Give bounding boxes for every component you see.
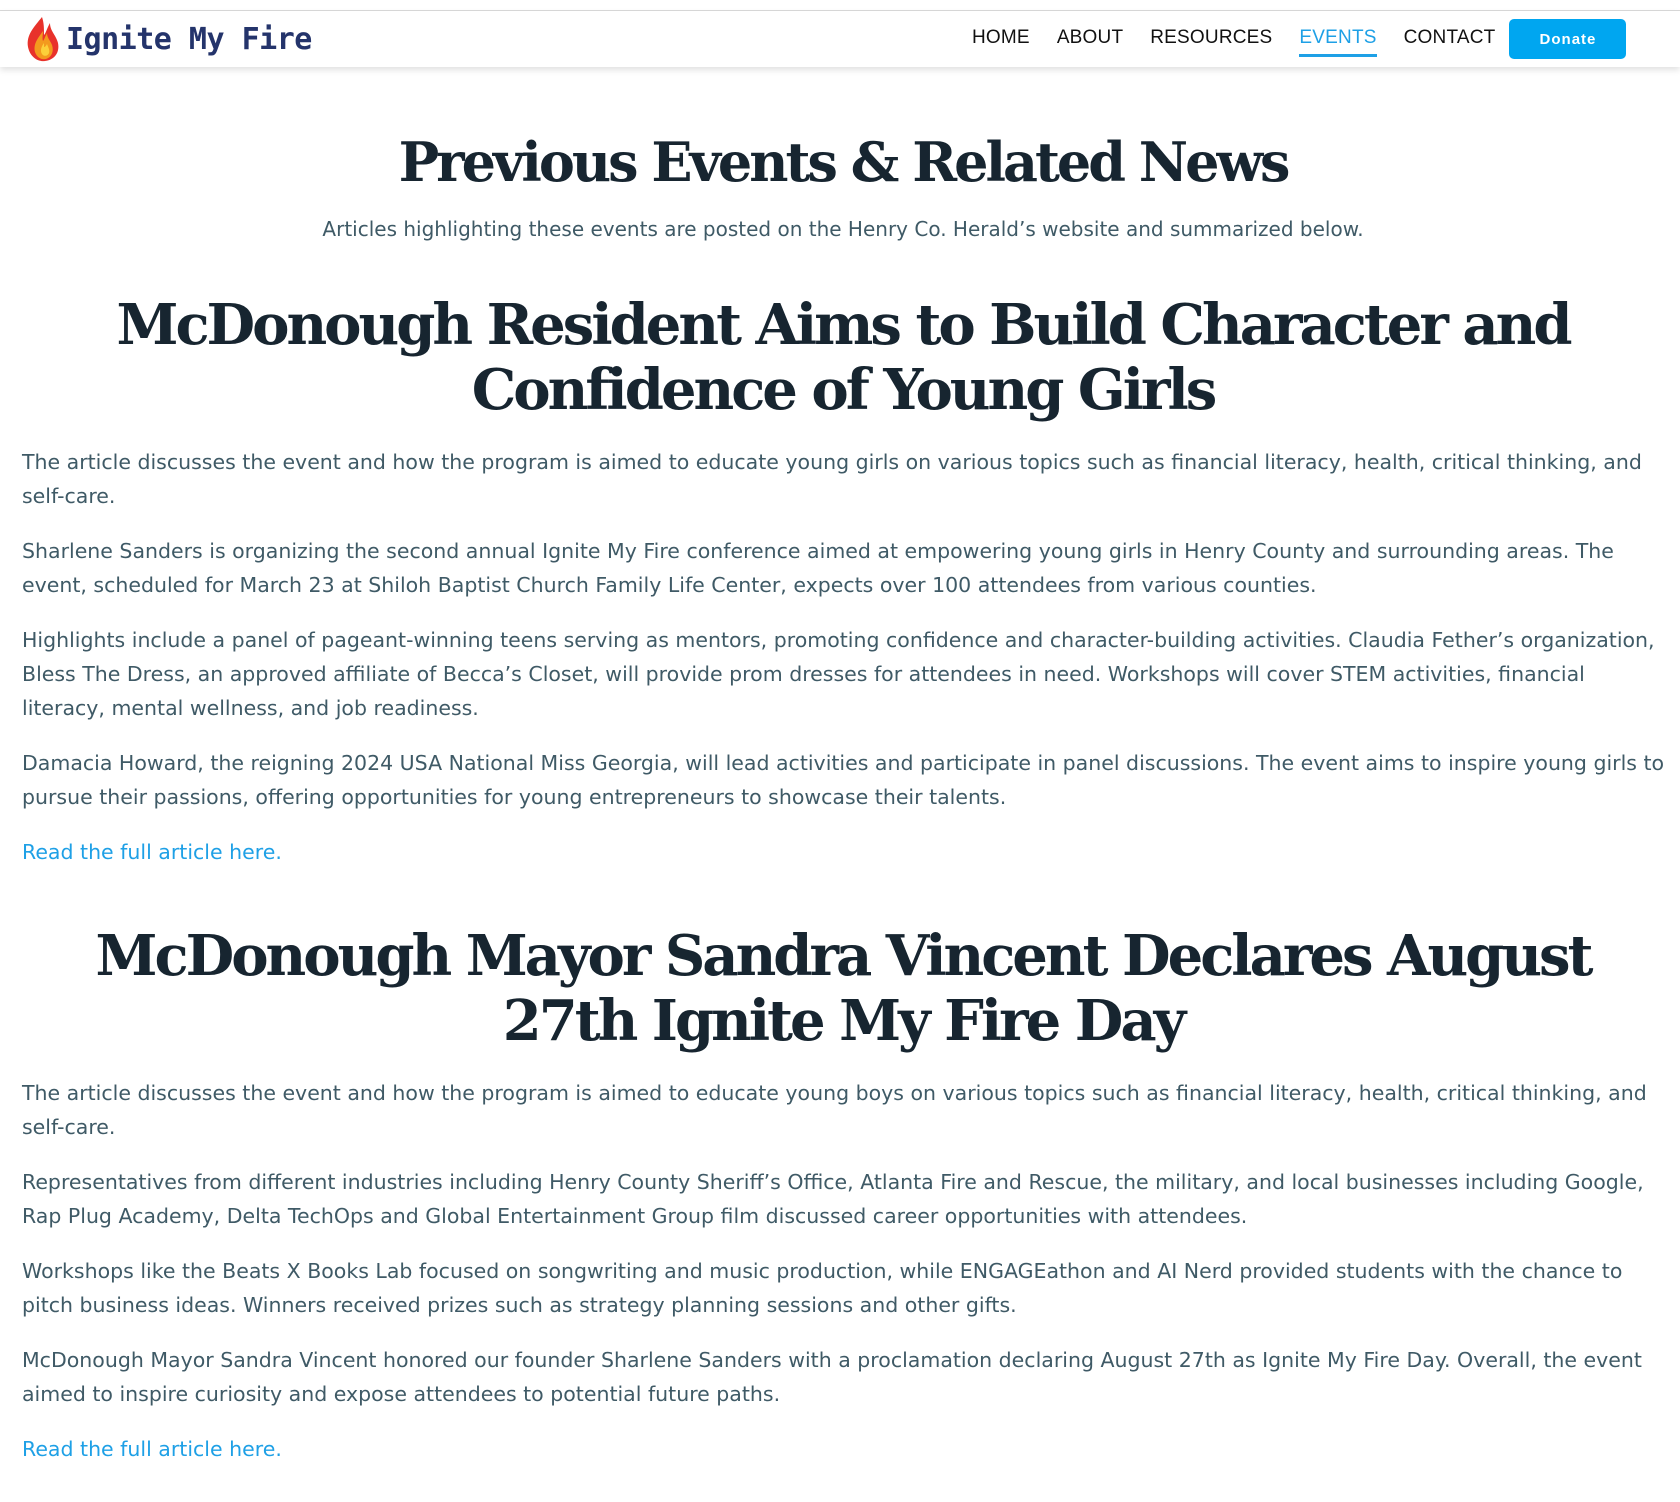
- page-subtitle: Articles highlighting these events are posted on the Henry Co. Herald’s website and summarized below.: [322, 217, 1364, 241]
- nav-contact[interactable]: CONTACT: [1403, 27, 1496, 48]
- article-paragraph: McDonough Mayor Sandra Vincent honored our founder Sharlene Sanders with a proclamation declaring August 27th as Ignite My Fire Day. Overall, the event aimed to inspire curiosity and expose attendees to potential future paths.: [22, 1348, 1642, 1406]
- logo-link[interactable]: [20, 13, 312, 65]
- article-body: [22, 1076, 1670, 1466]
- nav-resources[interactable]: RESOURCES: [1150, 27, 1273, 48]
- flame-logo-icon: [20, 13, 64, 65]
- article-paragraph: Workshops like the Beats X Books Lab focused on songwriting and music production, while ENGAGEathon and AI Nerd provided students with the chance to pitch business ideas. Winners received prizes such as strategy planning sessions and other gifts.: [22, 1259, 1623, 1317]
- article-paragraph: Damacia Howard, the reigning 2024 USA National Miss Georgia, will lead activities and participate in panel discussions. The event aims to inspire young girls to pursue their passions, offering opportunities for young entrepreneurs to showcase their talents.: [22, 751, 1665, 809]
- logo-text: Ignite My Fire: [66, 21, 312, 57]
- read-full-article-link[interactable]: Read the full article here.: [22, 840, 282, 864]
- article-paragraph: The article discusses the event and how the program is aimed to educate young girls on various topics such as financial literacy, health, critical thinking, and self-care.: [22, 450, 1642, 508]
- article-paragraph: Representatives from different industries including Henry County Sheriff’s Office, Atlanta Fire and Rescue, the military, and local businesses including Google, Rap Plug Academy, Delta TechOps and Global Entertainment Group film discussed career opportunities with attendees.: [22, 1170, 1644, 1228]
- site-header: [0, 11, 1680, 67]
- page-title: Previous Events & Related News: [398, 130, 1288, 194]
- article-title: McDonough Resident Aims to Build Character and Confidence of Young Girls: [116, 292, 1570, 423]
- article-paragraph: Highlights include a panel of pageant-winning teens serving as mentors, promoting confidence and character-building activities. Claudia Fether’s organization, Bless The Dress, an approved affiliate of Becca’s Closet, will provide prom dresses for attendees in need. Workshops will cover STEM activities, financial literacy, mental wellness, and job readiness.: [22, 628, 1655, 720]
- nav-about[interactable]: ABOUT: [1056, 27, 1124, 48]
- article-title: McDonough Mayor Sandra Vincent Declares August 27th Ignite My Fire Day: [95, 923, 1591, 1054]
- read-full-article-link[interactable]: Read the full article here.: [22, 1437, 282, 1461]
- article-paragraph: The article discusses the event and how the program is aimed to educate young boys on various topics such as financial literacy, health, critical thinking, and self-care.: [22, 1081, 1647, 1139]
- donate-button[interactable]: Donate: [1509, 19, 1626, 59]
- main-nav: [972, 11, 1626, 67]
- article-paragraph: Sharlene Sanders is organizing the second annual Ignite My Fire conference aimed at empowering young girls in Henry County and surrounding areas. The event, scheduled for March 23 at Shiloh Baptist Church Family Life Center, expects over 100 attendees from various counties.: [22, 539, 1614, 597]
- nav-home[interactable]: HOME: [972, 27, 1030, 48]
- article-body: [22, 445, 1670, 869]
- nav-events[interactable]: EVENTS: [1299, 27, 1376, 51]
